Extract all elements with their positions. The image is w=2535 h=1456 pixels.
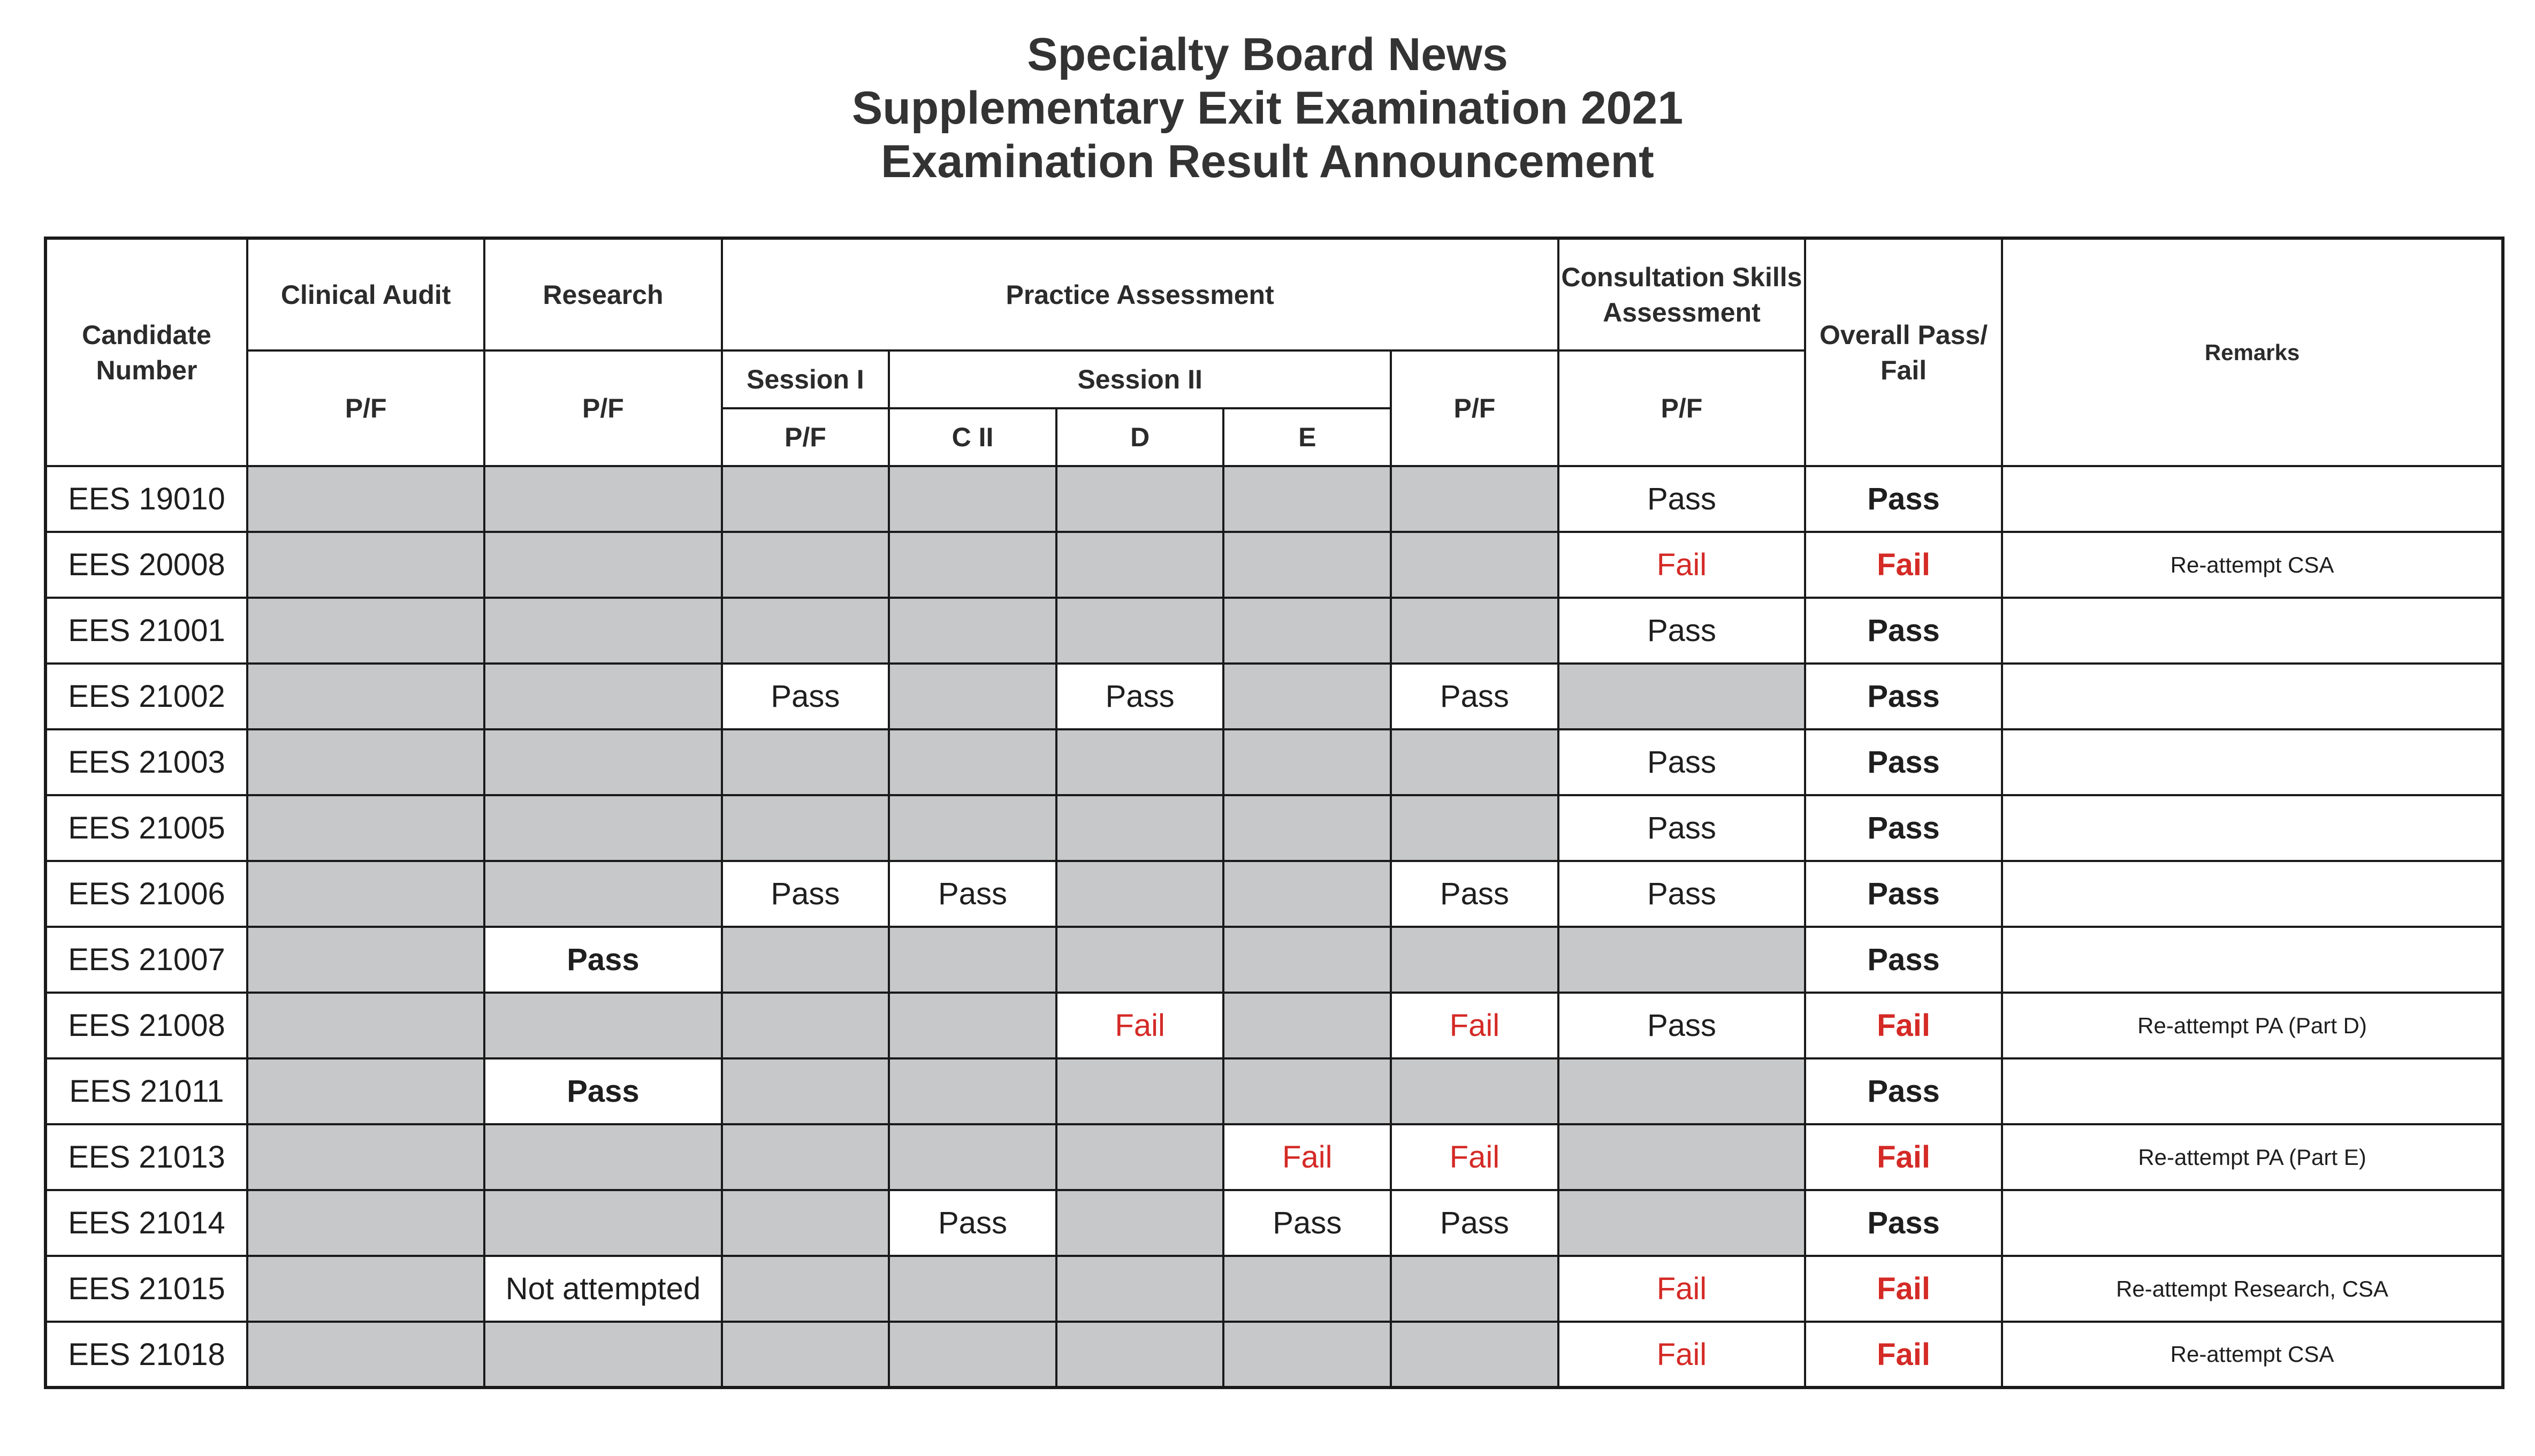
d-cell — [1056, 795, 1224, 861]
csa-cell: Pass — [1558, 729, 1805, 795]
clinical-audit-cell — [247, 532, 484, 598]
csa-cell — [1558, 1124, 1805, 1190]
pa-pf-cell — [1391, 795, 1558, 861]
header-d: D — [1056, 408, 1224, 466]
overall-cell: Pass — [1805, 927, 2002, 993]
research-cell — [484, 729, 721, 795]
e-cell — [1223, 993, 1391, 1058]
header-research-pf: P/F — [484, 350, 721, 466]
overall-cell: Pass — [1805, 795, 2002, 861]
csa-cell: Pass — [1558, 993, 1805, 1058]
table-row — [45, 1124, 2503, 1190]
d-cell — [1056, 1256, 1224, 1322]
header-csa-pf: P/F — [1558, 350, 1805, 466]
csa-cell: Pass — [1558, 466, 1805, 532]
header-practice-assessment: Practice Assessment — [722, 238, 1558, 350]
remarks-cell — [2002, 664, 2503, 729]
candidate-number-cell: EES 21018 — [45, 1322, 247, 1388]
research-cell — [484, 1190, 721, 1256]
remarks-cell — [2002, 795, 2503, 861]
session-1-cell — [722, 532, 889, 598]
header-candidate-number: Candidate Number — [45, 238, 247, 466]
pa-pf-cell — [1391, 532, 1558, 598]
remarks-cell — [2002, 861, 2503, 927]
csa-cell: Fail — [1558, 1322, 1805, 1388]
csa-cell — [1558, 927, 1805, 993]
csa-cell: Fail — [1558, 532, 1805, 598]
header-session-1-pf: P/F — [722, 408, 889, 466]
candidate-number-cell: EES 21013 — [45, 1124, 247, 1190]
pa-pf-cell — [1391, 466, 1558, 532]
overall-cell: Fail — [1805, 993, 2002, 1058]
page-subtitle: Supplementary Exit Examination 2021 — [851, 82, 1684, 134]
c2-cell — [889, 1124, 1056, 1190]
table-row — [45, 927, 2503, 993]
research-cell — [484, 598, 721, 664]
candidate-number-cell: EES 21008 — [45, 993, 247, 1058]
c2-cell — [889, 1256, 1056, 1322]
research-cell: Pass — [484, 1058, 721, 1124]
overall-cell: Pass — [1805, 729, 2002, 795]
pa-pf-cell — [1391, 1256, 1558, 1322]
e-cell — [1223, 861, 1391, 927]
header-clinical-audit: Clinical Audit — [247, 238, 484, 350]
csa-cell: Fail — [1558, 1256, 1805, 1322]
header-remarks: Remarks — [2002, 238, 2503, 466]
e-cell — [1223, 466, 1391, 532]
title-block — [0, 28, 2535, 188]
header-consultation-skills: Consultation Skills Assessment — [1558, 238, 1805, 350]
page-title: Specialty Board News — [1027, 29, 1508, 80]
csa-cell: Pass — [1558, 795, 1805, 861]
d-cell — [1056, 466, 1224, 532]
remarks-cell — [2002, 729, 2503, 795]
session-1-cell — [722, 993, 889, 1058]
session-1-cell — [722, 598, 889, 664]
remarks-cell: Re-attempt CSA — [2002, 1322, 2503, 1388]
candidate-number-cell: EES 19010 — [45, 466, 247, 532]
remarks-cell — [2002, 466, 2503, 532]
table-row — [45, 993, 2503, 1058]
table-row — [45, 466, 2503, 532]
clinical-audit-cell — [247, 927, 484, 993]
csa-cell: Pass — [1558, 861, 1805, 927]
session-1-cell: Pass — [722, 861, 889, 927]
d-cell — [1056, 729, 1224, 795]
e-cell — [1223, 1322, 1391, 1388]
csa-cell — [1558, 1058, 1805, 1124]
remarks-cell — [2002, 927, 2503, 993]
candidate-number-cell: EES 21002 — [45, 664, 247, 729]
pa-pf-cell — [1391, 927, 1558, 993]
e-cell — [1223, 664, 1391, 729]
header-session-2: Session II — [889, 350, 1391, 408]
remarks-cell: Re-attempt Research, CSA — [2002, 1256, 2503, 1322]
d-cell — [1056, 927, 1224, 993]
remarks-cell — [2002, 1190, 2503, 1256]
overall-cell: Pass — [1805, 598, 2002, 664]
pa-pf-cell: Fail — [1391, 1124, 1558, 1190]
research-cell: Not attempted — [484, 1256, 721, 1322]
header-pa-pf: P/F — [1391, 350, 1558, 466]
header-overall: Overall Pass/ Fail — [1805, 238, 2002, 466]
e-cell: Fail — [1223, 1124, 1391, 1190]
remarks-cell: Re-attempt PA (Part D) — [2002, 993, 2503, 1058]
overall-cell: Fail — [1805, 532, 2002, 598]
session-1-cell: Pass — [722, 664, 889, 729]
candidate-number-cell: EES 21005 — [45, 795, 247, 861]
session-1-cell — [722, 1190, 889, 1256]
clinical-audit-cell — [247, 664, 484, 729]
table-row — [45, 1256, 2503, 1322]
candidate-number-cell: EES 21015 — [45, 1256, 247, 1322]
research-cell — [484, 532, 721, 598]
d-cell — [1056, 1190, 1224, 1256]
e-cell — [1223, 729, 1391, 795]
results-body — [45, 466, 2503, 1388]
d-cell — [1056, 1322, 1224, 1388]
d-cell — [1056, 861, 1224, 927]
session-1-cell — [722, 729, 889, 795]
session-1-cell — [722, 1256, 889, 1322]
research-cell — [484, 466, 721, 532]
c2-cell — [889, 729, 1056, 795]
d-cell — [1056, 598, 1224, 664]
candidate-number-cell: EES 21011 — [45, 1058, 247, 1124]
table-row — [45, 664, 2503, 729]
overall-cell: Pass — [1805, 1190, 2002, 1256]
c2-cell: Pass — [889, 1190, 1056, 1256]
e-cell — [1223, 1256, 1391, 1322]
d-cell — [1056, 1124, 1224, 1190]
clinical-audit-cell — [247, 1124, 484, 1190]
pa-pf-cell: Pass — [1391, 861, 1558, 927]
clinical-audit-cell — [247, 1322, 484, 1388]
clinical-audit-cell — [247, 861, 484, 927]
header-clinical-audit-pf: P/F — [247, 350, 484, 466]
e-cell — [1223, 532, 1391, 598]
overall-cell: Fail — [1805, 1124, 2002, 1190]
candidate-number-cell: EES 21006 — [45, 861, 247, 927]
e-cell: Pass — [1223, 1190, 1391, 1256]
research-cell — [484, 993, 721, 1058]
clinical-audit-cell — [247, 729, 484, 795]
e-cell — [1223, 927, 1391, 993]
session-1-cell — [722, 1322, 889, 1388]
session-1-cell — [722, 795, 889, 861]
e-cell — [1223, 1058, 1391, 1124]
c2-cell — [889, 927, 1056, 993]
overall-cell: Pass — [1805, 664, 2002, 729]
table-row — [45, 1322, 2503, 1388]
e-cell — [1223, 598, 1391, 664]
candidate-number-cell: EES 21014 — [45, 1190, 247, 1256]
c2-cell — [889, 993, 1056, 1058]
c2-cell — [889, 598, 1056, 664]
table-row — [45, 1190, 2503, 1256]
research-cell: Pass — [484, 927, 721, 993]
clinical-audit-cell — [247, 1256, 484, 1322]
pa-pf-cell — [1391, 598, 1558, 664]
session-1-cell — [722, 1058, 889, 1124]
c2-cell — [889, 1322, 1056, 1388]
remarks-cell: Re-attempt CSA — [2002, 532, 2503, 598]
c2-cell — [889, 1058, 1056, 1124]
remarks-cell — [2002, 1058, 2503, 1124]
pa-pf-cell: Fail — [1391, 993, 1558, 1058]
page-subtitle-2: Examination Result Announcement — [881, 136, 1654, 187]
table-row — [45, 795, 2503, 861]
header-research: Research — [484, 238, 721, 350]
csa-cell — [1558, 1190, 1805, 1256]
pa-pf-cell — [1391, 1322, 1558, 1388]
candidate-number-cell: EES 21007 — [45, 927, 247, 993]
session-1-cell — [722, 466, 889, 532]
header-e: E — [1223, 408, 1391, 466]
header-session-1: Session I — [722, 350, 889, 408]
c2-cell: Pass — [889, 861, 1056, 927]
remarks-cell: Re-attempt PA (Part E) — [2002, 1124, 2503, 1190]
csa-cell: Pass — [1558, 598, 1805, 664]
research-cell — [484, 1124, 721, 1190]
pa-pf-cell: Pass — [1391, 664, 1558, 729]
c2-cell — [889, 466, 1056, 532]
c2-cell — [889, 664, 1056, 729]
clinical-audit-cell — [247, 993, 484, 1058]
pa-pf-cell — [1391, 1058, 1558, 1124]
clinical-audit-cell — [247, 1058, 484, 1124]
e-cell — [1223, 795, 1391, 861]
remarks-cell — [2002, 598, 2503, 664]
candidate-number-cell: EES 21001 — [45, 598, 247, 664]
pa-pf-cell — [1391, 729, 1558, 795]
research-cell — [484, 861, 721, 927]
table-row — [45, 1058, 2503, 1124]
candidate-number-cell: EES 20008 — [45, 532, 247, 598]
overall-cell: Fail — [1805, 1322, 2002, 1388]
table-row — [45, 729, 2503, 795]
clinical-audit-cell — [247, 598, 484, 664]
results-table — [44, 237, 2504, 1389]
c2-cell — [889, 532, 1056, 598]
c2-cell — [889, 795, 1056, 861]
d-cell — [1056, 532, 1224, 598]
clinical-audit-cell — [247, 466, 484, 532]
d-cell: Pass — [1056, 664, 1224, 729]
research-cell — [484, 664, 721, 729]
overall-cell: Fail — [1805, 1256, 2002, 1322]
research-cell — [484, 795, 721, 861]
overall-cell: Pass — [1805, 466, 2002, 532]
csa-cell — [1558, 664, 1805, 729]
clinical-audit-cell — [247, 795, 484, 861]
session-1-cell — [722, 927, 889, 993]
d-cell: Fail — [1056, 993, 1224, 1058]
overall-cell: Pass — [1805, 861, 2002, 927]
candidate-number-cell: EES 21003 — [45, 729, 247, 795]
overall-cell: Pass — [1805, 1058, 2002, 1124]
pa-pf-cell: Pass — [1391, 1190, 1558, 1256]
research-cell — [484, 1322, 721, 1388]
clinical-audit-cell — [247, 1190, 484, 1256]
table-row — [45, 532, 2503, 598]
d-cell — [1056, 1058, 1224, 1124]
table-row — [45, 861, 2503, 927]
table-row — [45, 598, 2503, 664]
session-1-cell — [722, 1124, 889, 1190]
header-c2: C II — [889, 408, 1056, 466]
